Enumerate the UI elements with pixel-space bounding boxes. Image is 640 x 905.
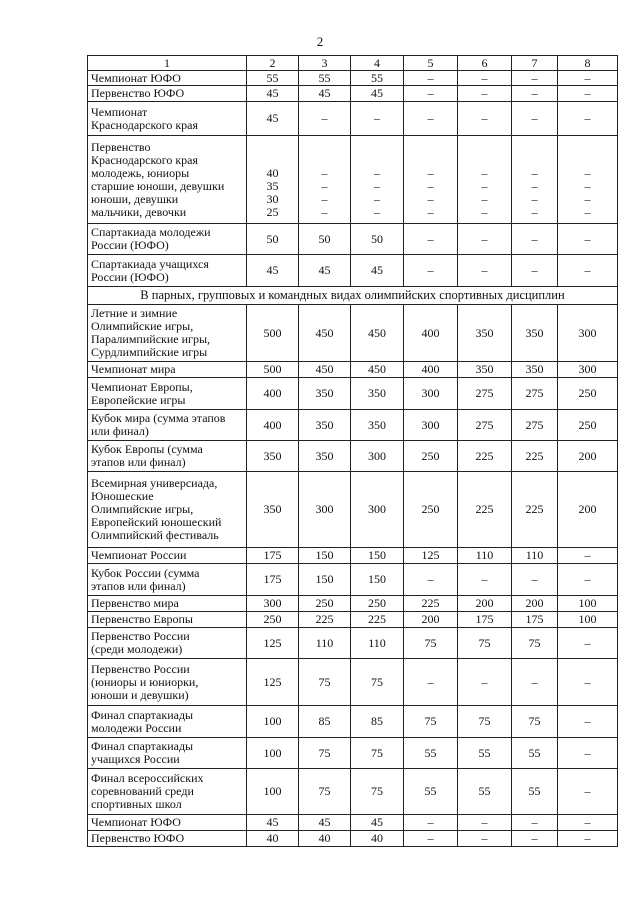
points-cell: – <box>512 831 558 847</box>
points-cell: 400 <box>247 410 299 441</box>
points-cell: 175 <box>247 564 299 596</box>
column-header: 4 <box>351 56 404 71</box>
points-cell: 225 <box>458 472 512 548</box>
table-row <box>88 659 618 706</box>
points-cell: 75 <box>299 738 351 769</box>
points-cell: – – – – <box>458 136 512 224</box>
points-cell: 175 <box>458 612 512 628</box>
points-cell: 275 <box>512 378 558 410</box>
points-cell: 100 <box>247 706 299 738</box>
points-cell: 250 <box>247 612 299 628</box>
points-cell: – <box>512 815 558 831</box>
points-cell: 55 <box>247 71 299 86</box>
table-row <box>88 738 618 769</box>
competition-name: Спартакиада учащихся России (ЮФО) <box>88 255 247 287</box>
points-cell: 55 <box>512 738 558 769</box>
points-cell: 200 <box>558 472 618 548</box>
points-cell: – <box>404 224 458 255</box>
points-cell: – <box>558 86 618 102</box>
points-cell: 200 <box>404 612 458 628</box>
points-cell: 55 <box>404 738 458 769</box>
competition-name: Первенство России (среди молодежи) <box>88 628 247 659</box>
points-cell: 75 <box>351 659 404 706</box>
points-cell: – <box>558 815 618 831</box>
table-row <box>88 706 618 738</box>
points-cell: 300 <box>558 362 618 378</box>
points-cell: – – – – <box>404 136 458 224</box>
points-cell: – <box>351 102 404 136</box>
competition-name: Финал всероссийских соревнований среди спортивных школ <box>88 769 247 815</box>
competition-name: Первенство России (юниоры и юниорки, юноши и девушки) <box>88 659 247 706</box>
points-cell: – <box>404 659 458 706</box>
points-cell: – <box>512 224 558 255</box>
points-cell: 300 <box>351 441 404 472</box>
table-row <box>88 224 618 255</box>
table-row <box>88 548 618 564</box>
points-cell: 350 <box>458 305 512 362</box>
points-cell: 350 <box>351 410 404 441</box>
table-row <box>88 628 618 659</box>
table-row <box>88 305 618 362</box>
points-cell: – <box>558 564 618 596</box>
competition-name: Спартакиада молодежи России (ЮФО) <box>88 224 247 255</box>
competition-name: Кубок мира (сумма этапов или финал) <box>88 410 247 441</box>
points-cell: 75 <box>351 738 404 769</box>
points-cell: 300 <box>558 305 618 362</box>
points-cell: – <box>458 659 512 706</box>
column-header: 2 <box>247 56 299 71</box>
points-cell: 450 <box>299 362 351 378</box>
competition-name: Чемпионат ЮФО <box>88 71 247 86</box>
points-cell: 100 <box>247 738 299 769</box>
points-cell: 300 <box>299 472 351 548</box>
points-cell: 350 <box>299 410 351 441</box>
competition-name: Первенство ЮФО <box>88 86 247 102</box>
points-cell: 350 <box>247 472 299 548</box>
points-table-container <box>87 55 618 847</box>
points-table <box>87 55 618 847</box>
points-cell: 45 <box>247 815 299 831</box>
points-cell: 400 <box>247 378 299 410</box>
points-cell: – <box>404 564 458 596</box>
points-cell: – <box>558 659 618 706</box>
points-cell: 55 <box>404 769 458 815</box>
points-cell: 55 <box>299 71 351 86</box>
points-cell: – <box>458 255 512 287</box>
points-cell: 55 <box>458 738 512 769</box>
points-cell: 75 <box>458 628 512 659</box>
column-header: 8 <box>558 56 618 71</box>
points-cell: 350 <box>512 362 558 378</box>
points-cell: 175 <box>512 612 558 628</box>
points-cell: 40 <box>351 831 404 847</box>
points-cell: 350 <box>458 362 512 378</box>
points-cell: 350 <box>299 378 351 410</box>
points-cell: 40 35 30 25 <box>247 136 299 224</box>
table-row <box>88 815 618 831</box>
points-cell: 225 <box>458 441 512 472</box>
points-cell: – <box>512 255 558 287</box>
competition-name: Финал спартакиады молодежи России <box>88 706 247 738</box>
points-cell: – <box>512 659 558 706</box>
points-cell: 85 <box>351 706 404 738</box>
points-cell: 75 <box>404 628 458 659</box>
points-cell: 250 <box>558 378 618 410</box>
column-header: 3 <box>299 56 351 71</box>
competition-name: Чемпионат Краснодарского края <box>88 102 247 136</box>
table-row <box>88 378 618 410</box>
table-row <box>88 362 618 378</box>
points-cell: 400 <box>404 362 458 378</box>
points-cell: 275 <box>512 410 558 441</box>
competition-name: Чемпионат мира <box>88 362 247 378</box>
points-cell: 40 <box>299 831 351 847</box>
table-row <box>88 612 618 628</box>
points-cell: 75 <box>299 769 351 815</box>
points-cell: 110 <box>458 548 512 564</box>
points-cell: 350 <box>351 378 404 410</box>
competition-name: Финал спартакиады учащихся России <box>88 738 247 769</box>
table-row <box>88 86 618 102</box>
points-cell: – <box>404 102 458 136</box>
points-cell: 200 <box>512 596 558 612</box>
competition-name: Первенство ЮФО <box>88 831 247 847</box>
points-cell: 150 <box>299 548 351 564</box>
competition-name: Чемпионат Европы, Европейские игры <box>88 378 247 410</box>
points-cell: – <box>299 102 351 136</box>
points-cell: – <box>458 71 512 86</box>
points-cell: 75 <box>458 706 512 738</box>
points-cell: 100 <box>558 596 618 612</box>
points-cell: 450 <box>351 362 404 378</box>
points-cell: – <box>404 831 458 847</box>
points-cell: 55 <box>458 769 512 815</box>
points-cell: 100 <box>247 769 299 815</box>
points-cell: 300 <box>404 410 458 441</box>
competition-name: Чемпионат ЮФО <box>88 815 247 831</box>
points-cell: 250 <box>558 410 618 441</box>
points-cell: – <box>512 102 558 136</box>
points-cell: 45 <box>299 255 351 287</box>
points-cell: – <box>512 71 558 86</box>
table-row <box>88 410 618 441</box>
points-cell: 50 <box>299 224 351 255</box>
points-cell: 45 <box>351 255 404 287</box>
points-cell: 200 <box>558 441 618 472</box>
points-cell: 225 <box>512 441 558 472</box>
column-header: 1 <box>88 56 247 71</box>
page-number: 2 <box>316 34 324 49</box>
points-cell: 450 <box>299 305 351 362</box>
points-cell: 150 <box>299 564 351 596</box>
points-cell: – <box>558 769 618 815</box>
points-cell: – <box>558 102 618 136</box>
points-cell: 225 <box>404 596 458 612</box>
table-row <box>88 136 618 224</box>
table-row <box>88 831 618 847</box>
column-header: 6 <box>458 56 512 71</box>
competition-name: Кубок России (сумма этапов или финал) <box>88 564 247 596</box>
competition-name: Первенство Краснодарского края молодежь, юниоры старшие юноши, девушки юноши, девушки мальчики, девочки <box>88 136 247 224</box>
points-cell: – <box>458 831 512 847</box>
points-cell: 75 <box>404 706 458 738</box>
points-cell: – <box>558 628 618 659</box>
points-cell: 75 <box>299 659 351 706</box>
points-cell: 300 <box>404 378 458 410</box>
points-cell: 275 <box>458 410 512 441</box>
points-cell: – <box>558 255 618 287</box>
competition-name: Летние и зимние Олимпийские игры, Паралимпийские игры, Сурдлимпийские игры <box>88 305 247 362</box>
table-row <box>88 596 618 612</box>
points-cell: – <box>404 86 458 102</box>
points-cell: 150 <box>351 564 404 596</box>
points-cell: 50 <box>247 224 299 255</box>
table-row <box>88 769 618 815</box>
points-cell: 85 <box>299 706 351 738</box>
points-table-body <box>88 56 618 847</box>
points-cell: 275 <box>458 378 512 410</box>
points-cell: 150 <box>351 548 404 564</box>
points-cell: – <box>558 831 618 847</box>
points-cell: 400 <box>404 305 458 362</box>
points-cell: 45 <box>247 86 299 102</box>
points-cell: 125 <box>404 548 458 564</box>
section-title: В парных, групповых и командных видах олимпийских спортивных дисциплин <box>88 287 618 305</box>
points-cell: – <box>512 564 558 596</box>
points-cell: 75 <box>512 706 558 738</box>
table-row <box>88 71 618 86</box>
points-cell: 225 <box>351 612 404 628</box>
points-cell: 110 <box>351 628 404 659</box>
points-cell: – <box>558 738 618 769</box>
points-cell: 125 <box>247 659 299 706</box>
points-cell: – <box>512 86 558 102</box>
table-row <box>88 255 618 287</box>
points-cell: – – – – <box>558 136 618 224</box>
header-row <box>88 56 618 71</box>
points-cell: – – – – <box>351 136 404 224</box>
points-cell: – <box>558 706 618 738</box>
points-cell: – <box>458 564 512 596</box>
points-cell: 250 <box>299 596 351 612</box>
points-cell: – <box>404 71 458 86</box>
points-cell: 350 <box>299 441 351 472</box>
table-row <box>88 441 618 472</box>
points-cell: 175 <box>247 548 299 564</box>
points-cell: 110 <box>512 548 558 564</box>
points-cell: 225 <box>512 472 558 548</box>
points-cell: 45 <box>351 86 404 102</box>
points-cell: 45 <box>299 815 351 831</box>
competition-name: Всемирная универсиада, Юношеские Олимпийские игры, Европейский юношеский Олимпийский фестиваль <box>88 472 247 548</box>
points-cell: – <box>558 224 618 255</box>
points-cell: 200 <box>458 596 512 612</box>
points-cell: – <box>458 86 512 102</box>
points-cell: 75 <box>512 628 558 659</box>
points-cell: 250 <box>404 441 458 472</box>
points-cell: 75 <box>351 769 404 815</box>
points-cell: – <box>404 815 458 831</box>
points-cell: – <box>404 255 458 287</box>
column-header: 5 <box>404 56 458 71</box>
points-cell: 250 <box>404 472 458 548</box>
points-cell: 50 <box>351 224 404 255</box>
points-cell: – <box>558 71 618 86</box>
competition-name: Кубок Европы (сумма этапов или финал) <box>88 441 247 472</box>
points-cell: 45 <box>299 86 351 102</box>
points-cell: 45 <box>247 102 299 136</box>
points-cell: – <box>458 815 512 831</box>
competition-name: Первенство мира <box>88 596 247 612</box>
points-cell: 110 <box>299 628 351 659</box>
table-row <box>88 564 618 596</box>
points-cell: 500 <box>247 305 299 362</box>
points-cell: 350 <box>512 305 558 362</box>
points-cell: 300 <box>351 472 404 548</box>
points-cell: – <box>558 548 618 564</box>
column-header: 7 <box>512 56 558 71</box>
table-row <box>88 102 618 136</box>
points-cell: 55 <box>351 71 404 86</box>
points-cell: 40 <box>247 831 299 847</box>
points-cell: 55 <box>512 769 558 815</box>
points-cell: 100 <box>558 612 618 628</box>
points-cell: 45 <box>247 255 299 287</box>
points-cell: 300 <box>247 596 299 612</box>
section-header-row <box>88 287 618 305</box>
points-cell: 500 <box>247 362 299 378</box>
points-cell: – – – – <box>512 136 558 224</box>
points-cell: 350 <box>247 441 299 472</box>
competition-name: Первенство Европы <box>88 612 247 628</box>
competition-name: Чемпионат России <box>88 548 247 564</box>
table-row <box>88 472 618 548</box>
points-cell: 125 <box>247 628 299 659</box>
points-cell: 450 <box>351 305 404 362</box>
points-cell: – <box>458 224 512 255</box>
points-cell: 45 <box>351 815 404 831</box>
points-cell: – – – – <box>299 136 351 224</box>
points-cell: 225 <box>299 612 351 628</box>
points-cell: 250 <box>351 596 404 612</box>
points-cell: – <box>458 102 512 136</box>
